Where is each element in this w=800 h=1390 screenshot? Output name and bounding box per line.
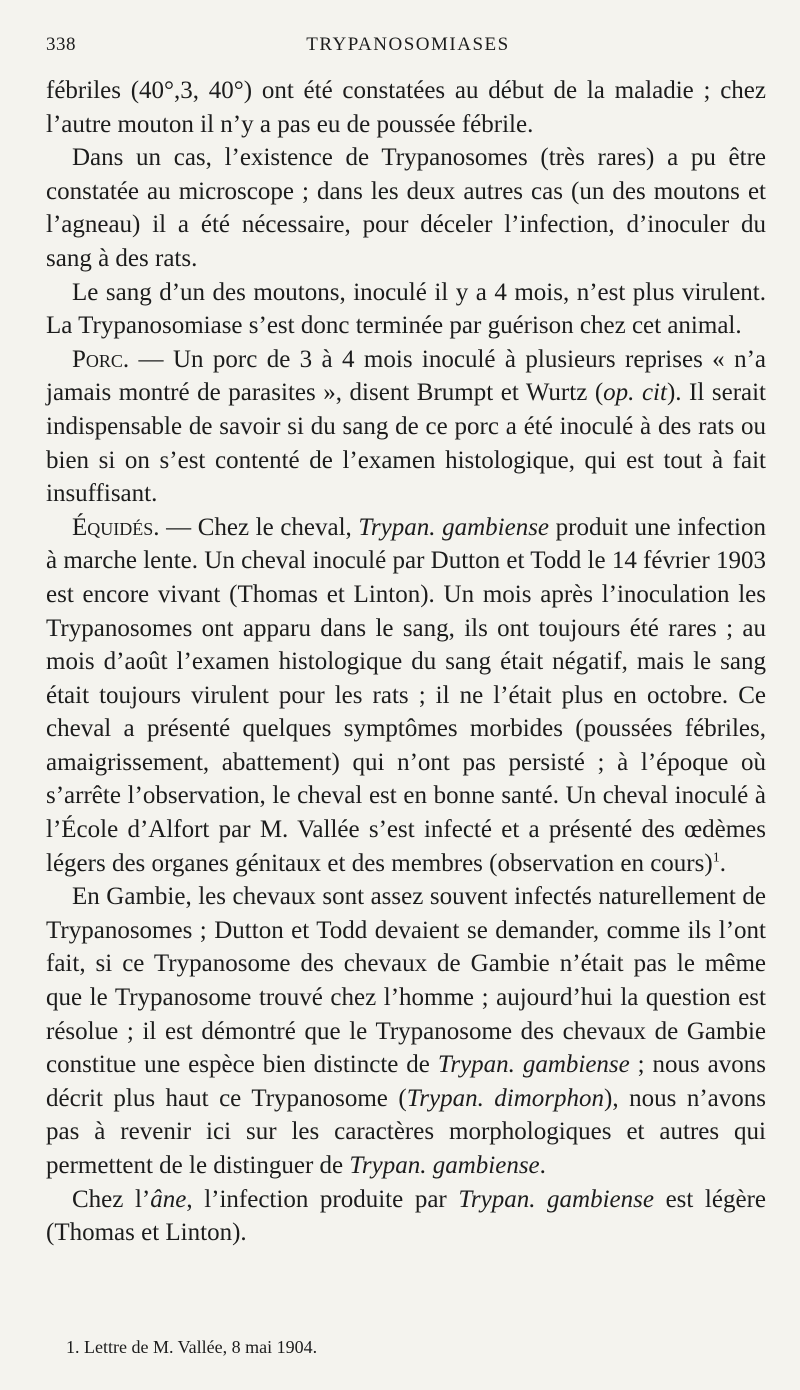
running-title: TRYPANOSOMIASES [306, 34, 510, 55]
page-header [46, 34, 770, 62]
citation-op-cit: op. cit [603, 379, 667, 407]
species-name: Trypan. gambiense [349, 1152, 540, 1179]
paragraph-ane [46, 1183, 766, 1250]
species-name: Trypan. gambiense [458, 1185, 654, 1213]
paragraph-gambie [46, 880, 766, 1182]
gambie-text-d: . [539, 1152, 546, 1179]
paragraph-equides [46, 511, 766, 881]
gambie-text-a: En Gambie, les chevaux sont assez souvent infectés naturellement de Trypanosomes ; Dutton et Todd devaient se demander, comme ils l’ont fait, si ce Trypanosome des chevaux de Gambie n’était pas le même que le Trypanosome trouvé chez l’homme ; aujourd’hui la question est résolue ; il est démontré que le Trypanosome des chevaux de Gambie constitue une espèce bien distincte de [46, 883, 766, 1079]
gambie-text-b: ; nous avons décrit plus haut ce Trypanosome ( [46, 1051, 766, 1112]
footnote-reference: 1 [712, 850, 720, 866]
paragraph-continuation: fébriles (40°,3, 40°) ont été constatées au début de la maladie ; chez l’autre mouton il n’y a pas eu de poussée fébrile. [46, 77, 766, 138]
equides-text-b: produit une infection à marche lente. Un cheval inoculé par Dutton et Todd le 14 février 1903 est encore vivant (Thomas et Linton). Un mois après l’inoculation les Trypanosomes ont apparu dans le sang, ils ont toujours été rares ; au mois d’août l’examen histologique du sang était négatif, mais le sang était toujours virulent pour les rats ; il ne l’était plus en octobre. Ce cheval a présenté quelques symptômes morbides (poussées fébriles, amaigrissement, abattement) qui n’ont pas persisté ; à l’époque où s’arrête l’observation, le cheval est en bonne santé. Un cheval inoculé à l’École d’Alfort par M. Vallée s’est infecté et a présenté des œdèmes légers des organes génitaux et des membres (observation en cours) [46, 513, 766, 877]
footnote: 1. Lettre de M. Vallée, 8 mai 1904. [66, 1337, 318, 1357]
equides-text-a: — Chez le cheval, [159, 513, 359, 541]
gambie-text-c: ), nous n’avons pas à revenir ici sur les caractères morphologiques et autres qui permettent de le distinguer de [46, 1084, 766, 1179]
species-name: Trypan. dimorphon [406, 1084, 605, 1112]
section-label-porc: Porc. [72, 345, 130, 373]
species-name: Trypan. gambiense [358, 513, 550, 541]
equides-text-c: . [719, 849, 726, 877]
ane-text-a: Chez l’ [72, 1185, 151, 1213]
page-number: 338 [46, 34, 76, 55]
section-label-equides: Équidés. [72, 513, 160, 541]
paragraph-microscope: Dans un cas, l’existence de Trypanosomes (très rares) a pu être constatée au microscope ; dans les deux autres cas (un des moutons et l’agneau) il a été nécessaire, pour déceler l’infection, d’inoculer du sang à des rats. [46, 144, 766, 272]
paragraph-porc [46, 343, 766, 511]
species-name: Trypan. gambiense [437, 1051, 630, 1079]
ane-text-c: est légère (Thomas et Linton). [46, 1185, 766, 1247]
animal-name: âne [150, 1185, 187, 1213]
porc-text-b: ). Il serait indispensable de savoir si du sang de ce porc a été inoculé à des rats ou bien si on s’est contenté de l’examen histologique, qui est tout à fait insuffisant. [46, 379, 767, 508]
paragraph-virulence: Le sang d’un des moutons, inoculé il y a 4 mois, n’est plus virulent. La Trypanosomiase s’est donc terminée par guérison chez cet animal. [46, 278, 766, 340]
porc-text-a: — Un porc de 3 à 4 mois inoculé à plusieurs reprises « n’a jamais montré de parasites », disent Brumpt et Wurtz ( [46, 345, 766, 407]
main-text [46, 74, 766, 1250]
ane-text-b: , l’infection produite par [186, 1185, 459, 1213]
